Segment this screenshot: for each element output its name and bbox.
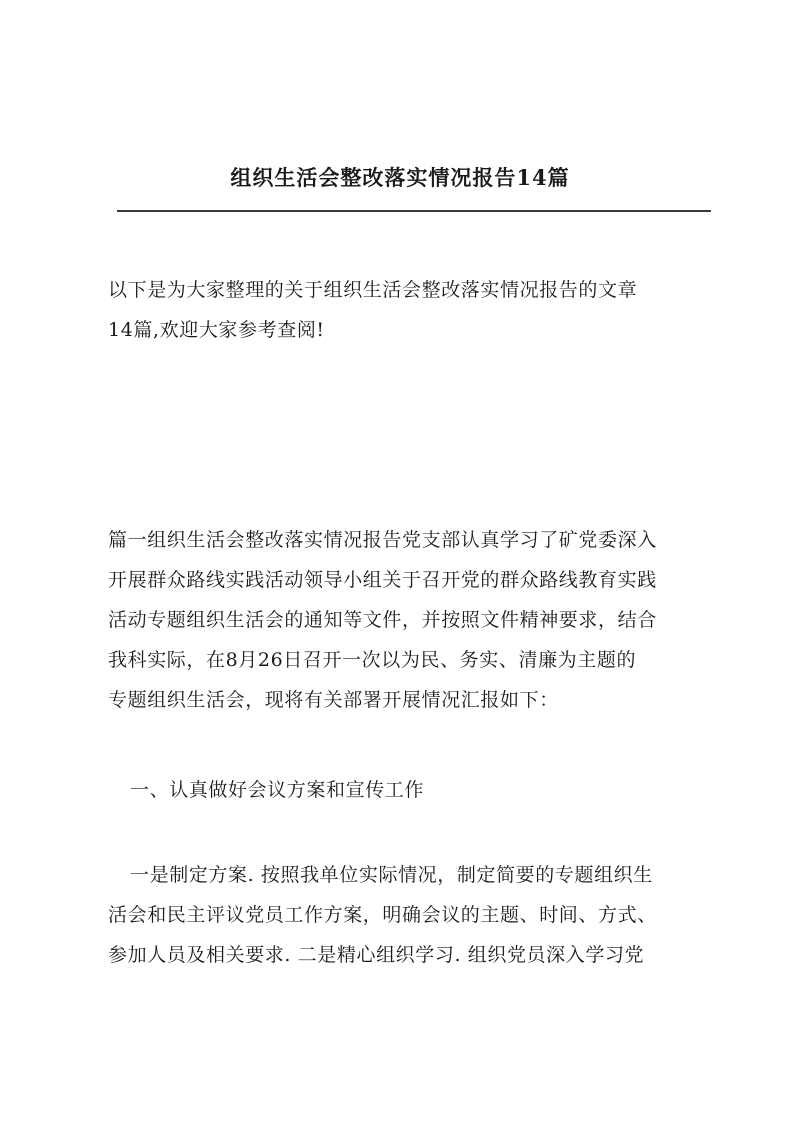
paragraph-line: 我科实际，在8月26日召开一次以为民、务实、清廉为主题的 bbox=[108, 649, 637, 671]
paragraph-line: 一是制定方案. 按照我单位实际情况，制定简要的专题组织生 bbox=[130, 864, 653, 886]
intro-line: 14篇,欢迎大家参考查阅! bbox=[108, 319, 325, 341]
section-heading-text: 一、认真做好会议方案和宣传工作 bbox=[130, 779, 425, 801]
paragraph-line: 专题组织生活会，现将有关部署开展情况汇报如下： bbox=[108, 689, 559, 711]
intro-paragraph bbox=[108, 270, 712, 350]
paragraph-line: 活会和民主评议党员工作方案，明确会议的主题、时间、方式、 bbox=[108, 904, 657, 926]
paragraph-line: 开展群众路线实践活动领导小组关于召开党的群众路线教育实践 bbox=[108, 569, 657, 591]
title-divider bbox=[117, 210, 711, 212]
paragraph-line: 参加人员及相关要求. 二是精心组织学习. 组织党员深入学习党 bbox=[108, 944, 645, 966]
body-paragraph-1 bbox=[108, 520, 712, 720]
intro-line: 以下是为大家整理的关于组织生活会整改落实情况报告的文章 bbox=[108, 279, 638, 301]
document-title: 组织生活会整改落实情况报告14篇 bbox=[230, 165, 570, 190]
paragraph-line: 篇一组织生活会整改落实情况报告党支部认真学习了矿党委深入 bbox=[108, 529, 657, 551]
section-heading bbox=[130, 770, 734, 810]
body-paragraph-2 bbox=[108, 855, 712, 975]
paragraph-line: 活动专题组织生活会的通知等文件，并按照文件精神要求，结合 bbox=[108, 609, 657, 631]
